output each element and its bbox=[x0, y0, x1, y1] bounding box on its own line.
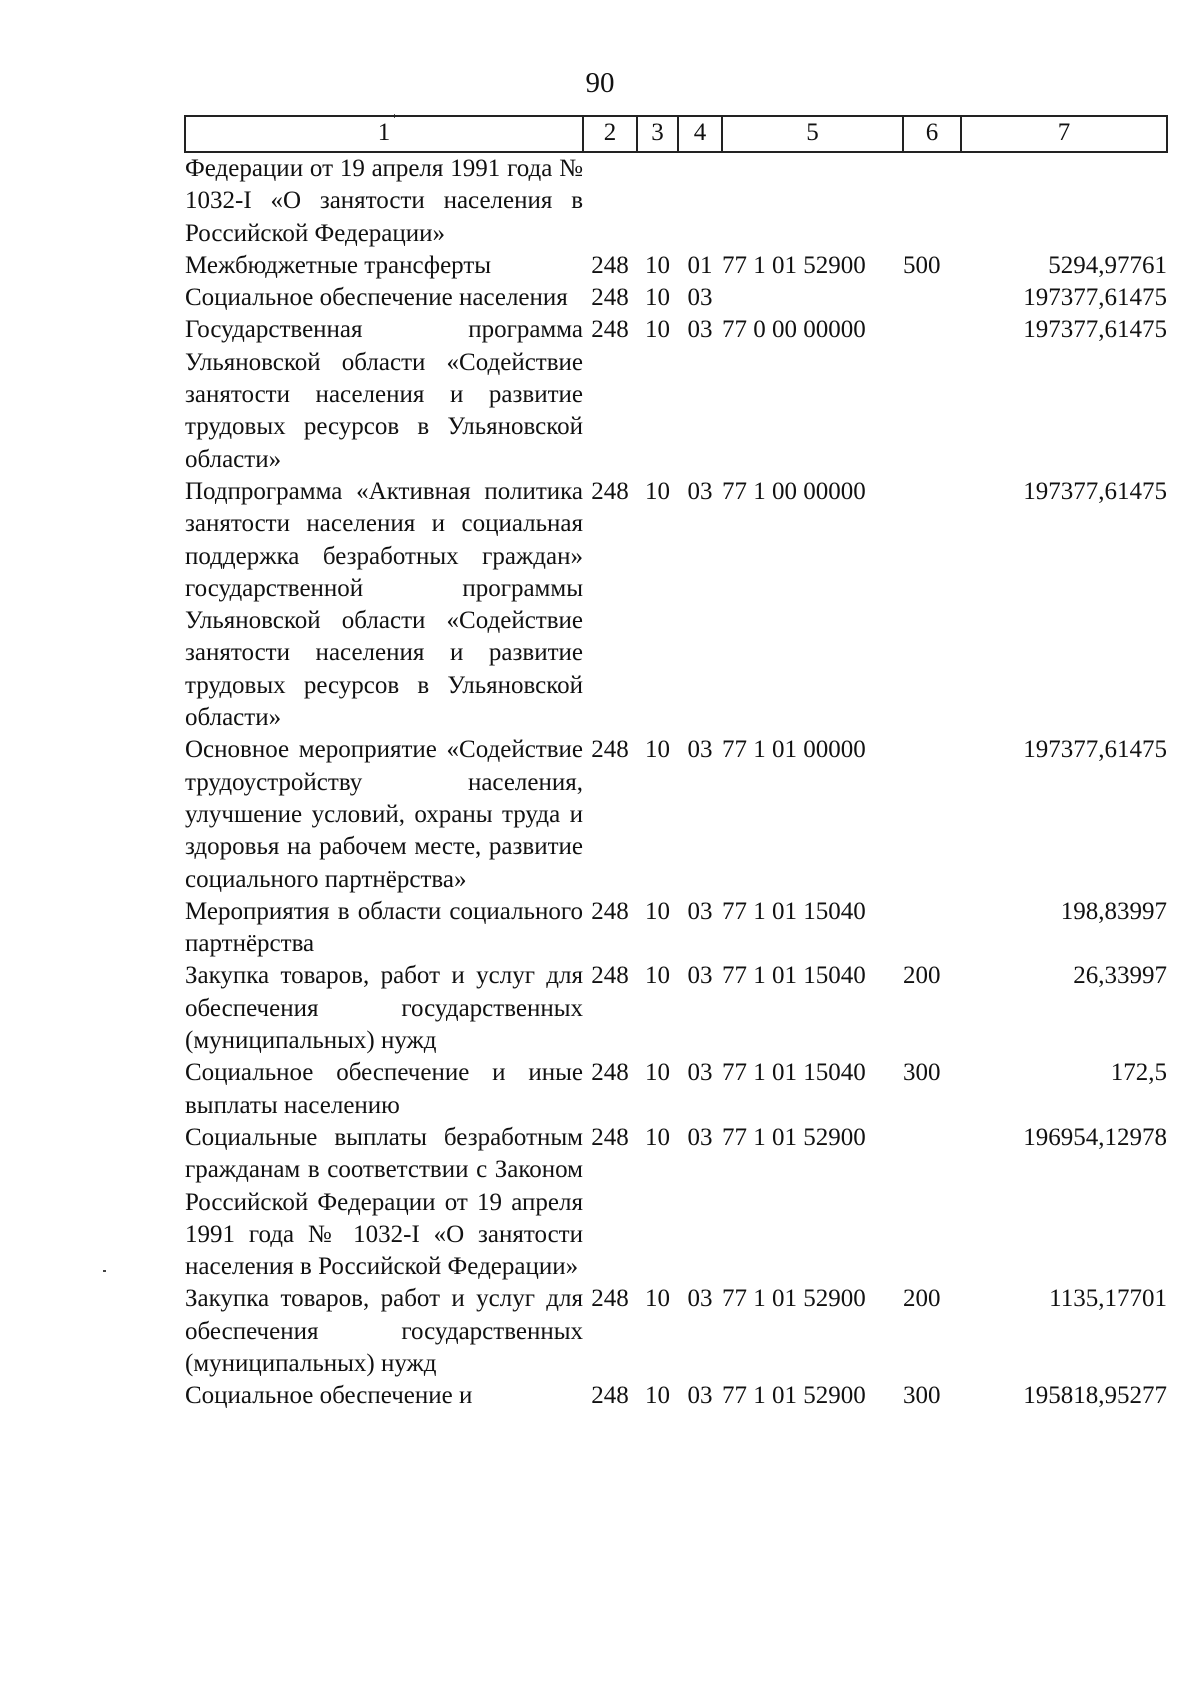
budget-table bbox=[184, 115, 1168, 1413]
scan-speck bbox=[103, 1270, 106, 1272]
row-amount: 197377,61475 bbox=[1023, 477, 1167, 505]
row-amount: 197377,61475 bbox=[1023, 284, 1167, 312]
row-amount: 197377,61475 bbox=[1023, 736, 1167, 764]
row-amount: 1135,17701 bbox=[1049, 1285, 1167, 1313]
header-cell-5: 5 bbox=[722, 116, 903, 152]
row-ministry-code: 248 bbox=[591, 1382, 629, 1410]
row-expense-type bbox=[903, 152, 961, 250]
row-ministry-code: 248 bbox=[591, 316, 629, 344]
table-row bbox=[185, 896, 1167, 961]
row-subsection-code bbox=[678, 152, 722, 250]
row-name: Социальное обеспечение и bbox=[185, 1382, 473, 1410]
row-subsection-code: 03 bbox=[687, 1059, 713, 1087]
row-ministry-code: 248 bbox=[591, 1059, 629, 1087]
row-subsection-code: 01 bbox=[687, 251, 713, 279]
table-header-row bbox=[185, 116, 1167, 152]
row-expense-type bbox=[903, 282, 961, 314]
row-expense-type: 200 bbox=[903, 962, 941, 990]
row-target-article: 77 1 01 52900 bbox=[722, 1285, 866, 1313]
row-expense-type bbox=[903, 896, 961, 961]
table-row bbox=[185, 1057, 1167, 1122]
row-expense-type: 300 bbox=[903, 1382, 941, 1410]
table-row bbox=[185, 476, 1167, 734]
row-name: Федерации от 19 апреля 1991 года № 1032-I «О занятости населения в Российской Федерации» bbox=[185, 155, 583, 247]
row-name: Межбюджетные трансферты bbox=[185, 251, 492, 279]
row-target-article bbox=[722, 152, 903, 250]
table-row bbox=[185, 314, 1167, 475]
row-section-code bbox=[637, 152, 678, 250]
row-subsection-code: 03 bbox=[687, 316, 713, 344]
row-subsection-code: 03 bbox=[687, 284, 713, 312]
row-ministry-code bbox=[583, 152, 637, 250]
row-target-article: 77 0 00 00000 bbox=[722, 316, 866, 344]
table-row bbox=[185, 1380, 1167, 1412]
table-row bbox=[185, 282, 1167, 314]
header-cell-4: 4 bbox=[678, 116, 722, 152]
row-subsection-code: 03 bbox=[687, 1382, 713, 1410]
row-expense-type bbox=[903, 1122, 961, 1283]
row-subsection-code: 03 bbox=[687, 1285, 713, 1313]
table-row bbox=[185, 1283, 1167, 1380]
row-target-article: 77 1 01 15040 bbox=[722, 962, 866, 990]
row-amount: 26,33997 bbox=[1073, 962, 1167, 990]
row-amount: 195818,95277 bbox=[1023, 1382, 1167, 1410]
row-target-article: 77 1 01 15040 bbox=[722, 897, 866, 925]
row-section-code: 10 bbox=[645, 251, 670, 279]
row-name: Социальное обеспечение населения bbox=[185, 284, 568, 312]
row-target-article: 77 1 00 00000 bbox=[722, 477, 866, 505]
row-name: Основное мероприятие «Содействие трудоустройству населения, улучшение условий, охраны труда и здоровья на рабочем месте, развитие социального партнёрства» bbox=[185, 736, 583, 893]
table-row bbox=[185, 960, 1167, 1057]
row-expense-type: 500 bbox=[903, 251, 941, 279]
row-section-code: 10 bbox=[645, 284, 670, 312]
row-section-code: 10 bbox=[645, 1059, 670, 1087]
row-target-article: 77 1 01 00000 bbox=[722, 736, 866, 764]
row-target-article: 77 1 01 52900 bbox=[722, 1382, 866, 1410]
row-ministry-code: 248 bbox=[591, 736, 629, 764]
row-section-code: 10 bbox=[645, 477, 670, 505]
header-cell-6: 6 bbox=[903, 116, 961, 152]
row-target-article bbox=[722, 282, 903, 314]
row-expense-type bbox=[903, 476, 961, 734]
row-name: Социальные выплаты безработным гражданам в соответствии с Законом Российской Федерации от 19 апреля 1991 года № 1032-I «О занятости населения в Российской Федерации» bbox=[185, 1123, 583, 1281]
row-name: Социальное обеспечение и иные выплаты населению bbox=[185, 1059, 583, 1119]
row-ministry-code: 248 bbox=[591, 897, 629, 925]
row-name: Закупка товаров, работ и услуг для обеспечения государственных (муниципальных) нужд bbox=[185, 962, 583, 1055]
row-expense-type: 300 bbox=[903, 1059, 941, 1087]
row-ministry-code: 248 bbox=[591, 284, 629, 312]
row-name: Закупка товаров, работ и услуг для обеспечения государственных (муниципальных) нужд bbox=[185, 1285, 583, 1377]
row-subsection-code: 03 bbox=[687, 1123, 713, 1151]
table-row bbox=[185, 1122, 1167, 1283]
row-section-code: 10 bbox=[645, 1285, 670, 1313]
table-row bbox=[185, 734, 1167, 895]
row-ministry-code: 248 bbox=[591, 251, 629, 279]
row-section-code: 10 bbox=[645, 736, 670, 764]
row-section-code: 10 bbox=[645, 316, 670, 344]
row-amount: 198,83997 bbox=[1060, 897, 1167, 925]
row-name: Мероприятия в области социального партнёрства bbox=[185, 897, 583, 958]
row-ministry-code: 248 bbox=[591, 1285, 629, 1313]
row-amount: 197377,61475 bbox=[1023, 316, 1167, 344]
header-cell-7: 7 bbox=[961, 116, 1167, 152]
row-section-code: 10 bbox=[645, 1123, 670, 1151]
row-name: Государственная программа Ульяновской области «Содействие занятости населения и развитие трудовых ресурсов в Ульяновской области» bbox=[185, 316, 583, 473]
row-ministry-code: 248 bbox=[591, 1123, 629, 1151]
row-section-code: 10 bbox=[645, 1382, 670, 1410]
row-expense-type bbox=[903, 734, 961, 895]
page-number: 90 bbox=[585, 67, 615, 99]
row-section-code: 10 bbox=[645, 897, 670, 925]
row-subsection-code: 03 bbox=[687, 897, 713, 925]
row-section-code: 10 bbox=[645, 962, 670, 990]
row-name: Подпрограмма «Активная политика занятости населения и социальная поддержка безработных граждан» государственной программы Ульяновской области «Содействие занятости населения и развитие трудовых ресурсов в Ульяновской области» bbox=[185, 477, 583, 732]
row-amount bbox=[961, 152, 1167, 250]
table-row bbox=[185, 152, 1167, 250]
table-row bbox=[185, 250, 1167, 282]
header-cell-2: 2 bbox=[583, 116, 637, 152]
row-amount: 172,5 bbox=[1110, 1059, 1167, 1087]
row-target-article: 77 1 01 52900 bbox=[722, 251, 866, 279]
header-cell-3: 3 bbox=[637, 116, 678, 152]
row-ministry-code: 248 bbox=[591, 477, 629, 505]
row-target-article: 77 1 01 52900 bbox=[722, 1123, 866, 1151]
row-amount: 5294,97761 bbox=[1048, 251, 1167, 279]
row-ministry-code: 248 bbox=[591, 962, 629, 990]
row-subsection-code: 03 bbox=[687, 477, 713, 505]
row-expense-type: 200 bbox=[903, 1285, 941, 1313]
row-expense-type bbox=[903, 314, 961, 475]
header-cell-1: 1 bbox=[185, 116, 583, 152]
row-target-article: 77 1 01 15040 bbox=[722, 1059, 866, 1087]
row-subsection-code: 03 bbox=[687, 962, 713, 990]
row-amount: 196954,12978 bbox=[1023, 1123, 1167, 1151]
row-subsection-code: 03 bbox=[687, 736, 713, 764]
